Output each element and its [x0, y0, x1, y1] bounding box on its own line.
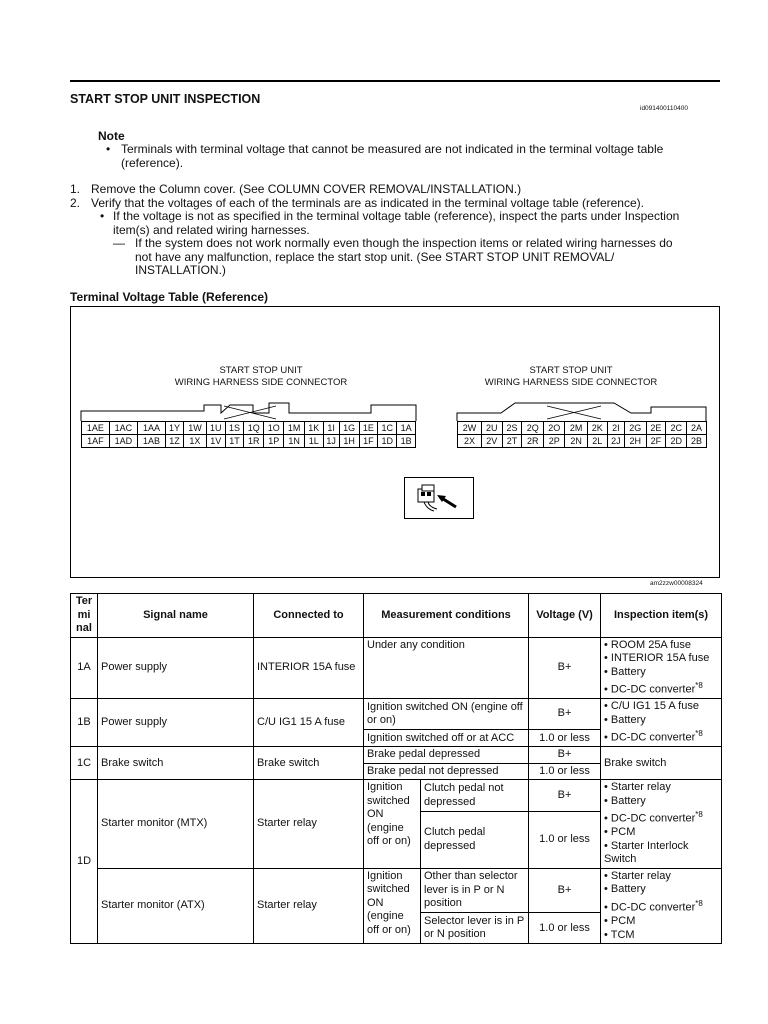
connector-pin: 1AB — [138, 435, 166, 448]
connector-pin: 1B — [397, 435, 416, 448]
connector-pin: 1O — [264, 422, 284, 435]
header-terminal: Ter mi nal — [71, 594, 98, 638]
connector-pin: 1Y — [165, 422, 183, 435]
connector-pin: 2G — [625, 422, 647, 435]
footnote-marker: *8 — [695, 729, 703, 739]
dash-line-3: INSTALLATION.) — [135, 263, 226, 277]
connector-pin: 2I — [607, 422, 624, 435]
voltage-1B-off: 1.0 or less — [529, 730, 601, 747]
voltage-1B-on: B+ — [529, 699, 601, 730]
inspection-item: • DC-DC converter$^{*8}$ — [604, 681, 703, 696]
inspection-item: • Starter relay — [604, 781, 671, 794]
connector-pin: 2Q — [522, 422, 544, 435]
connector-pin: 1H — [339, 435, 359, 448]
left-connector-pins — [81, 421, 416, 448]
connector-pin: 1J — [323, 435, 339, 448]
condition-1C-pressed: Brake pedal depressed — [364, 747, 529, 764]
condition-1A: Under any condition — [364, 637, 529, 699]
inspection-1D-mtx — [601, 780, 722, 869]
connector-pin: 2X — [458, 435, 482, 448]
figure-id: am2zzw00008324 — [650, 580, 703, 587]
step-2-text: Verify that the voltages of each of the terminals are as indicated in the terminal voltage table (reference). — [91, 196, 644, 210]
inspection-item: • DC-DC converter$^{*8}$ — [604, 898, 703, 914]
inspection-1D-atx — [601, 868, 722, 943]
connector-pin: 2M — [565, 422, 587, 435]
connector-pin: 1S — [225, 422, 243, 435]
inspection-1C: Brake switch — [601, 747, 722, 780]
connector-pin: 2W — [458, 422, 482, 435]
signal-1D-atx: Starter monitor (ATX) — [98, 868, 254, 943]
connector-pin-row — [458, 422, 707, 435]
connector-pin: 2K — [587, 422, 607, 435]
signal-1D-mtx: Starter monitor (MTX) — [98, 780, 254, 869]
connector-pin: 2F — [646, 435, 666, 448]
voltage-1D-atx-1: B+ — [529, 868, 601, 912]
connector-pin: 1N — [284, 435, 305, 448]
sub-bullet-line-1: If the voltage is not as specified in the terminal voltage table (reference), inspect the parts under Inspection — [113, 209, 680, 223]
connector-pin-row — [82, 422, 416, 435]
table-row — [71, 747, 722, 764]
connector-pin: 1AA — [138, 422, 166, 435]
terminal-1A: 1A — [71, 637, 98, 699]
sub-bullet-marker: • — [100, 209, 105, 223]
top-rule — [70, 80, 720, 82]
header-voltage: Voltage (V) — [529, 594, 601, 638]
note-bullet-marker: • — [106, 142, 111, 156]
connector-pin: 2T — [502, 435, 522, 448]
connector-pin: 1Q — [244, 422, 264, 435]
connector-pin: 1AD — [109, 435, 137, 448]
connector-pin: 1T — [225, 435, 243, 448]
header-measurement: Measurement conditions — [364, 594, 529, 638]
inspection-item: • Battery — [604, 794, 646, 807]
table-row — [71, 699, 722, 730]
dash-text — [135, 237, 725, 278]
connector-pin: 1G — [339, 422, 359, 435]
connector-pin: 2N — [565, 435, 587, 448]
inspection-item: • C/U IG1 15 A fuse — [604, 700, 699, 713]
condition-1B-off: Ignition switched off or at ACC — [364, 730, 529, 747]
step-1-number: 1. — [70, 182, 81, 196]
connector-pin: 2S — [502, 422, 522, 435]
signal-1B: Power supply — [98, 699, 254, 747]
footnote-marker: *8 — [695, 898, 703, 908]
voltage-1D-atx-2: 1.0 or less — [529, 913, 601, 944]
condition-1B-on: Ignition switched ON (engine off or on) — [364, 699, 529, 730]
connector-pin: 1K — [305, 422, 323, 435]
right-connector-pins — [457, 421, 707, 448]
terminal-1D: 1D — [71, 780, 98, 944]
table-row — [71, 780, 722, 812]
connector-view-icon — [404, 477, 474, 519]
note-line-2: (reference). — [121, 155, 184, 170]
signal-1C: Brake switch — [98, 747, 254, 780]
inspection-item: • INTERIOR 15A fuse — [604, 652, 710, 664]
footnote-marker: *8 — [695, 681, 703, 690]
connector-pin: 1V — [206, 435, 225, 448]
connector-pin: 1P — [264, 435, 284, 448]
connector-figure — [70, 306, 720, 578]
voltage-1D-mtx-1: B+ — [529, 780, 601, 812]
connector-pin: 2P — [543, 435, 565, 448]
table-title: Terminal Voltage Table (Reference) — [70, 290, 269, 304]
header-row — [71, 594, 722, 638]
voltage-1D-mtx-2: 1.0 or less — [529, 811, 601, 868]
ignition-1D-mtx: Ignition switched ON (engine off or on) — [364, 780, 421, 869]
header-connected: Connected to — [254, 594, 364, 638]
right-label-line-1: START STOP UNIT — [529, 365, 613, 376]
inspection-item: • PCM — [604, 826, 636, 839]
dash-line-2: not have any malfunction, replace the start stop unit. (See START STOP UNIT REMOVAL/ — [135, 249, 615, 264]
step-2-number: 2. — [70, 196, 81, 210]
connector-pin: 2V — [481, 435, 502, 448]
inspection-item: • ROOM 25A fuse — [604, 638, 692, 651]
connector-pin: 1AE — [82, 422, 110, 435]
inspection-item: • PCM — [604, 915, 636, 928]
inspection-item: • Battery — [604, 883, 646, 896]
inspection-item: • DC-DC converter$^{*8}$ — [604, 729, 703, 744]
inspection-item: • Battery — [604, 665, 646, 678]
connector-pin: 2A — [687, 422, 707, 435]
footnote-marker: *8 — [695, 810, 703, 820]
connector-pin: 1Z — [165, 435, 183, 448]
connector-pin: 1F — [359, 435, 377, 448]
connector-pin: 1R — [244, 435, 264, 448]
connected-1A: INTERIOR 15A fuse — [254, 637, 364, 699]
inspection-item: • TCM — [604, 928, 635, 941]
connector-pin: 1W — [184, 422, 206, 435]
inspection-1B — [601, 699, 722, 747]
note-line-1: Terminals with terminal voltage that cannot be measured are not indicated in the terminal voltage table — [121, 142, 664, 156]
header-inspection: Inspection item(s) — [601, 594, 722, 638]
connector-pin: 1L — [305, 435, 323, 448]
connected-1B: C/U IG1 15 A fuse — [254, 699, 364, 747]
connector-pin: 2H — [625, 435, 647, 448]
page-title: START STOP UNIT INSPECTION — [70, 92, 261, 106]
connector-pin-row — [82, 435, 416, 448]
connector-pin: 2L — [587, 435, 607, 448]
table-row — [71, 637, 722, 699]
connector-pin: 1X — [184, 435, 206, 448]
note-heading: Note — [98, 129, 125, 143]
voltage-1C-released: 1.0 or less — [529, 763, 601, 780]
document-id: id091400110400 — [640, 105, 688, 112]
connector-pin: 2C — [666, 422, 687, 435]
connector-pin: 1AF — [82, 435, 110, 448]
note-text — [121, 143, 721, 170]
connector-pin-row — [458, 435, 707, 448]
sub-bullet-line-2: item(s) and related wiring harnesses. — [113, 222, 310, 237]
header-signal: Signal name — [98, 594, 254, 638]
condition-1D-mtx-2: Clutch pedal depressed — [421, 811, 529, 868]
inspection-item: • Starter relay — [604, 869, 671, 882]
connector-pin: 2R — [522, 435, 544, 448]
right-label-line-2: WIRING HARNESS SIDE CONNECTOR — [484, 377, 658, 388]
table-row — [71, 868, 722, 912]
condition-1D-atx-2: Selector lever is in P or N position — [421, 913, 529, 944]
condition-1D-mtx-1: Clutch pedal not depressed — [421, 780, 529, 812]
signal-1A: Power supply — [98, 637, 254, 699]
condition-1C-released: Brake pedal not depressed — [364, 763, 529, 780]
connector-pin: 1U — [206, 422, 225, 435]
voltage-1C-pressed: B+ — [529, 747, 601, 764]
terminal-1C: 1C — [71, 747, 98, 780]
terminal-1B: 1B — [71, 699, 98, 747]
connected-1D-atx: Starter relay — [254, 868, 364, 943]
inspection-1A — [601, 637, 722, 699]
inspection-item: • Starter Interlock Switch — [604, 839, 689, 866]
inspection-item: • Battery — [604, 713, 646, 726]
dash-line-1: If the system does not work normally even though the inspection items or related wiring harnesses do — [135, 236, 673, 250]
connector-pin: 2U — [481, 422, 502, 435]
voltage-1A: B+ — [529, 637, 601, 699]
connector-pin: 1I — [323, 422, 339, 435]
connector-pin: 1AC — [109, 422, 137, 435]
connector-pin: 1M — [284, 422, 305, 435]
sub-bullet-text — [113, 210, 723, 237]
dash-marker: — — [113, 236, 125, 250]
left-label-line-1: START STOP UNIT — [219, 365, 303, 376]
inspection-item: • DC-DC converter$^{*8}$ — [604, 810, 703, 825]
connected-1C: Brake switch — [254, 747, 364, 780]
step-1-text: Remove the Column cover. (See COLUMN COVER REMOVAL/INSTALLATION.) — [91, 182, 522, 196]
connector-pin: 1E — [359, 422, 377, 435]
connector-pin: 2D — [666, 435, 687, 448]
ignition-1D-atx: Ignition switched ON (engine off or on) — [364, 868, 421, 943]
condition-1D-atx-1: Other than selector lever is in P or N position — [421, 868, 529, 912]
connector-pin: 1A — [397, 422, 416, 435]
connector-pin: 2E — [646, 422, 666, 435]
connector-pin: 2O — [543, 422, 565, 435]
connector-pin: 1D — [378, 435, 397, 448]
connector-pin: 1C — [378, 422, 397, 435]
connector-pin: 2J — [607, 435, 624, 448]
left-label-line-2: WIRING HARNESS SIDE CONNECTOR — [174, 377, 348, 388]
terminal-voltage-table — [70, 593, 722, 944]
connector-pin: 2B — [687, 435, 707, 448]
connected-1D-mtx: Starter relay — [254, 780, 364, 869]
